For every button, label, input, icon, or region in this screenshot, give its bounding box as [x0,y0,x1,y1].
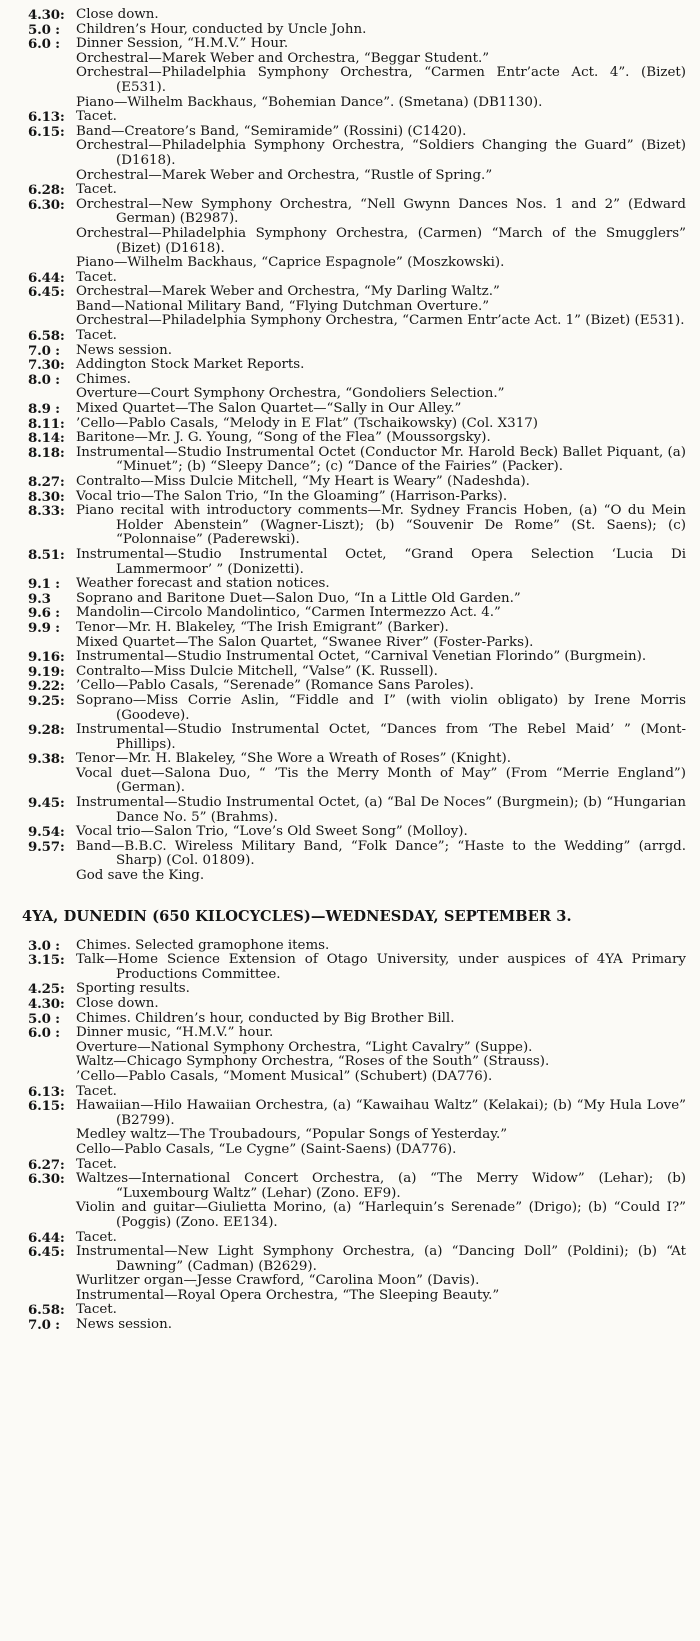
program-item: Orchestral—Philadelphia Symphony Orchestra, “Carmen Entr’acte Act. 4”. (Bizet) (E531). [76,65,686,95]
program-item: Children’s Hour, conducted by Uncle John. [76,21,367,37]
program-item: ’Cello—Pablo Casals, “Serenade” (Romance Sans Paroles). [76,678,474,694]
program-entry [28,752,686,796]
entry-items [76,606,686,621]
program-item: Orchestral—Marek Weber and Orchestra, “Beggar Student.” [76,50,490,66]
program-item: Vocal trio—Salon Trio, “Love’s Old Sweet Song” (Molloy). [76,824,468,840]
entry-time: 5.0 : [28,21,60,38]
program-item: Medley waltz—The Troubadours, “Popular Songs of Yesterday.” [76,1127,508,1143]
program-entry [28,402,686,417]
program-item: Tenor—Mr. H. Blakeley, “She Wore a Wreath of Roses” (Knight). [76,751,511,767]
program-entry [28,1318,686,1333]
entry-time: 8.9 : [28,401,60,418]
entry-items [76,402,686,417]
entry-time: 6.45: [28,284,65,301]
entry-items [76,431,686,446]
entry-items [76,840,686,884]
program-item: News session. [76,1317,172,1333]
program-entry [28,1085,686,1100]
program-item: Orchestral—Philadelphia Symphony Orchestra, “Carmen Entr’acte Act. 1” (Bizet) (E531). [76,313,685,329]
entry-items [76,490,686,505]
program-item: Close down. [76,7,159,22]
entry-time: 8.27: [28,474,65,490]
program-entry [28,840,686,884]
entry-items [76,344,686,359]
program-item: God save the King. [76,868,205,884]
program-entry [28,23,686,38]
program-item: Weather forecast and station notices. [76,576,330,592]
entry-time: 6.30: [28,1171,65,1188]
program-item: Orchestral—Philadelphia Symphony Orchestra, (Carmen) “March of the Smugglers” (Bizet) (D1618). [76,225,686,256]
program-item: Piano—Wilhelm Backhaus, “Bohemian Dance”. (Smetana) (DB1130). [76,94,543,110]
program-item: Soprano—Miss Corrie Aslin, “Fiddle and I” (with violin obligato) by Irene Morris (Goodeve). [76,692,686,723]
entry-items [76,665,686,680]
entry-time: 6.44: [28,269,65,286]
program-entry [28,1303,686,1318]
program-section [28,8,686,884]
program-section [22,907,686,1334]
entry-items [76,1099,686,1157]
program-item: Mandolin—Circolo Mandolintico, “Carmen Intermezzo Act. 4.” [76,605,501,621]
entry-items [76,285,686,329]
entry-time: 4.30: [28,996,65,1012]
program-entry [28,1158,686,1173]
program-item: Instrumental—Studio Instrumental Octet, “Dances from ‘The Rebel Maid’ ” (Mont-Phillips). [76,722,686,752]
entry-items [76,183,686,198]
entry-time: 6.28: [28,182,65,199]
program-entry [28,650,686,665]
entry-items [76,271,686,286]
program-entry [28,417,686,432]
program-item: Baritone—Mr. J. G. Young, “Song of the Flea” (Moussorgsky). [76,430,491,446]
entry-items [76,329,686,344]
program-item: Orchestral—Marek Weber and Orchestra, “My Darling Waltz.” [76,284,500,300]
program-item: Band—B.B.C. Wireless Military Band, “Folk Dance”; “Haste to the Wedding” (arrgd. Sharp) (Col. 01809). [76,838,686,869]
program-item: Vocal trio—The Salon Trio, “In the Gloaming” (Harrison-Parks). [76,488,508,504]
entry-items [76,752,686,796]
entry-time: 6.15: [28,1098,65,1115]
entry-time: 7.0 : [28,342,60,359]
program-entry [28,577,686,592]
entry-time: 4.30: [28,7,65,23]
entry-items [76,825,686,840]
entry-items [76,621,686,650]
program-entry [28,1231,686,1246]
program-entry [28,344,686,359]
program-item: Instrumental—New Light Symphony Orchestra, (a) “Dancing Doll” (Poldini); (b) “At Dawning” (Cadman) (B2629). [76,1244,686,1274]
entry-items [76,650,686,665]
program-entry [28,796,686,825]
program-item: Tacet. [76,269,117,285]
entry-items [76,373,686,402]
entry-time: 6.15: [28,123,65,140]
program-item: Dinner Session, “H.M.V.” Hour. [76,36,289,52]
program-item: Orchestral—New Symphony Orchestra, “Nell Gwynn Dances Nos. 1 and 2” (Edward German) (B2987). [76,196,686,227]
entry-time: 9.9 : [28,619,60,636]
entry-items [76,577,686,592]
entry-time: 9.1 : [28,576,60,593]
program-item: Instrumental—Studio Instrumental Octet, “Carnival Venetian Florindo” (Burgmein). [76,649,647,665]
program-item: Tacet. [76,1229,117,1245]
entry-time: 6.45: [28,1244,65,1261]
program-entry [28,1245,686,1303]
program-item: Tacet. [76,1156,117,1172]
program-item: Violin and guitar—Giulietta Morino, (a) “Harlequin’s Serenade” (Drigo); (b) “Could I?” (Poggis) (Zono. EE134). [76,1200,686,1230]
entry-items [76,8,686,23]
entry-time: 7.0 : [28,1317,60,1334]
program-entry [28,8,686,23]
entry-items [76,37,686,110]
entry-time: 6.13: [28,1083,65,1100]
program-entry [28,271,686,286]
entry-items [76,110,686,125]
entry-items [76,982,686,997]
entry-items [76,446,686,475]
entry-time: 6.27: [28,1156,65,1173]
program-item: ’Cello—Pablo Casals, “Moment Musical” (Schubert) (DA776). [76,1068,493,1084]
program-entry [28,953,686,982]
entry-time: 7.30: [28,357,65,374]
program-item: Tacet. [76,1302,117,1318]
program-entry [28,37,686,110]
program-entry [28,679,686,694]
program-item: Tenor—Mr. H. Blakeley, “The Irish Emigrant” (Barker). [76,619,449,635]
program-entry [28,825,686,840]
program-entry [28,1099,686,1157]
program-item: Soprano and Baritone Duet—Salon Duo, “In a Little Old Garden.” [76,590,521,606]
program-item: Instrumental—Studio Instrumental Octet, “Grand Opera Selection ‘Lucia Di Lammermoor’ ” (Donizetti). [76,546,686,577]
entry-items [76,997,686,1012]
program-entry [28,504,686,548]
entry-items [76,548,686,577]
entry-items [76,953,686,982]
entry-time: 9.38: [28,751,65,768]
entry-time: 6.58: [28,1302,65,1319]
entry-items [76,1303,686,1318]
program-entry [28,665,686,680]
program-item: Mixed Quartet—The Salon Quartet, “Swanee River” (Foster-Parks). [76,634,534,650]
entry-time: 9.16: [28,649,65,666]
entry-items [76,1085,686,1100]
entry-time: 8.30: [28,488,65,505]
program-entry [28,475,686,490]
entry-time: 6.30: [28,196,65,213]
entry-items [76,125,686,183]
entry-time: 4.25: [28,981,65,998]
entry-time: 9.25: [28,692,65,709]
entry-items [76,358,686,373]
program-item: Tacet. [76,328,117,344]
entry-items [76,679,686,694]
program-entry [28,997,686,1012]
program-entry [28,125,686,183]
entry-time: 6.44: [28,1229,65,1246]
program-item: Tacet. [76,182,117,198]
entry-items [76,1026,686,1084]
program-item: Band—National Military Band, “Flying Dutchman Overture.” [76,298,490,314]
program-entry [28,982,686,997]
entry-items [76,1012,686,1027]
program-item: Overture—Court Symphony Orchestra, “Gondoliers Selection.” [76,386,505,402]
entry-time: 9.45: [28,795,65,812]
entry-time: 8.18: [28,444,65,461]
program-item: Tacet. [76,109,117,125]
program-item: Talk—Home Science Extension of Otago University, under auspices of 4YA Primary Productions Committee. [76,952,686,982]
entry-time: 6.58: [28,328,65,345]
entry-items [76,1245,686,1303]
entry-time: 8.14: [28,430,65,447]
entry-items [76,417,686,432]
program-item: Orchestral—Marek Weber and Orchestra, “Rustle of Spring.” [76,167,493,183]
entry-time: 9.22: [28,678,65,695]
program-item: Waltz—Chicago Symphony Orchestra, “Roses of the South” (Strauss). [76,1054,550,1070]
entry-items [76,1231,686,1246]
entry-items [76,23,686,38]
entry-time: 9.6 : [28,605,60,622]
program-item: Wurlitzer organ—Jesse Crawford, “Carolina Moon” (Davis). [76,1273,480,1289]
program-item: Addington Stock Market Reports. [76,357,305,373]
program-item: Tacet. [76,1083,117,1099]
program-item: Waltzes—International Concert Orchestra, (a) “The Merry Widow” (Lehar); (b) “Luxembourg Waltz” (Lehar) (Zono. EF9). [76,1171,686,1201]
program-item: Contralto—Miss Dulcie Mitchell, “Valse” (K. Russell). [76,663,438,679]
program-entry [28,723,686,752]
program-entry [28,694,686,723]
entry-items [76,198,686,271]
entry-time: 9.57: [28,838,65,855]
entry-time: 8.0 : [28,371,60,388]
program-item: Close down. [76,996,159,1011]
program-item: Mixed Quartet—The Salon Quartet—“Sally in Our Alley.” [76,401,462,417]
entry-time: 9.28: [28,722,65,739]
program-item: Contralto—Miss Dulcie Mitchell, “My Heart is Weary” (Nadeshda). [76,474,530,489]
entry-time: 9.3 [28,590,51,607]
entry-items [76,1172,686,1230]
program-entry [28,431,686,446]
program-item: Instrumental—Studio Instrumental Octet (Conductor Mr. Harold Beck) Ballet Piquant, (a) “Minuet”; (b) “Sleepy Dance”; (c) “Dance of the Fairies” (Packer). [76,444,686,475]
entry-items [76,1158,686,1173]
program-entry [28,939,686,954]
program-entry [28,183,686,198]
entry-items [76,796,686,825]
program-entry [28,606,686,621]
entry-time: 8.33: [28,503,65,520]
entry-items [76,504,686,548]
program-item: Instrumental—Royal Opera Orchestra, “The Sleeping Beauty.” [76,1287,500,1303]
program-entry [28,110,686,125]
program-item: Chimes. Selected gramophone items. [76,937,330,953]
program-item: Overture—National Symphony Orchestra, “Light Cavalry” (Suppe). [76,1039,533,1055]
entry-time: 9.54: [28,824,65,841]
program-item: Chimes. [76,371,131,387]
program-entry [28,1012,686,1027]
program-entry [28,285,686,329]
entry-time: 6.0 : [28,1025,60,1042]
program-item: Sporting results. [76,981,190,997]
program-entry [28,198,686,271]
program-entry [28,1172,686,1230]
program-entry [28,592,686,607]
entry-time: 9.19: [28,663,65,680]
program-item: Hawaiian—Hilo Hawaiian Orchestra, (a) “Kawaihau Waltz” (Kelakai); (b) “My Hula Love” (B2799). [76,1098,686,1128]
program-entry [28,621,686,650]
program-item: Orchestral—Philadelphia Symphony Orchestra, “Soldiers Changing the Guard” (Bizet) (D1618). [76,138,686,168]
program-item: Piano—Wilhelm Backhaus, “Caprice Espagnole” (Moszkowski). [76,255,505,271]
entry-time: 8.51: [28,546,65,563]
station-header: 4YA, DUNEDIN (650 KILOCYCLES)—WEDNESDAY, SEPTEMBER 3. [22,907,572,925]
program-entry [28,548,686,577]
entry-items [76,475,686,490]
program-item: ’Cello—Pablo Casals, “Melody in E Flat” (Tschaikowsky) (Col. X317) [76,415,538,431]
program-entry [28,446,686,475]
program-item: Piano recital with introductory comments—Mr. Sydney Francis Hoben, (a) “O du Mein Holder Abenstein” (Wagner-Liszt); (b) “Souvenir De Rome” (St. Saens); (c) “Polonnaise” (Paderewski). [76,503,686,548]
entry-time: 6.0 : [28,36,60,53]
program-entry [28,358,686,373]
program-entry [28,373,686,402]
program-entry [28,1026,686,1084]
program-item: Band—Creatore’s Band, “Semiramide” (Rossini) (C1420). [76,123,467,139]
program-item: Instrumental—Studio Instrumental Octet, (a) “Bal De Noces” (Burgmein); (b) “Hungarian Dance No. 5” (Brahms). [76,795,686,825]
entry-time: 3.0 : [28,937,60,954]
program-entry [28,490,686,505]
entry-time: 5.0 : [28,1010,60,1027]
entry-time: 3.15: [28,952,65,969]
entry-items [76,694,686,723]
entry-items [76,592,686,607]
entry-time: 6.13: [28,109,65,126]
program-item: Dinner music, “H.M.V.” hour. [76,1025,274,1041]
entry-items [76,1318,686,1333]
entry-items [76,939,686,954]
program-item: News session. [76,342,172,358]
program-entry [28,329,686,344]
entry-time: 8.11: [28,415,65,432]
program-item: Chimes. Children’s hour, conducted by Big Brother Bill. [76,1010,455,1026]
program-item: Cello—Pablo Casals, “Le Cygne” (Saint-Saens) (DA776). [76,1141,457,1157]
entry-items [76,723,686,752]
program-item: Vocal duet—Salona Duo, “ ’Tis the Merry Month of May” (From “Merrie England”) (German). [76,765,686,796]
